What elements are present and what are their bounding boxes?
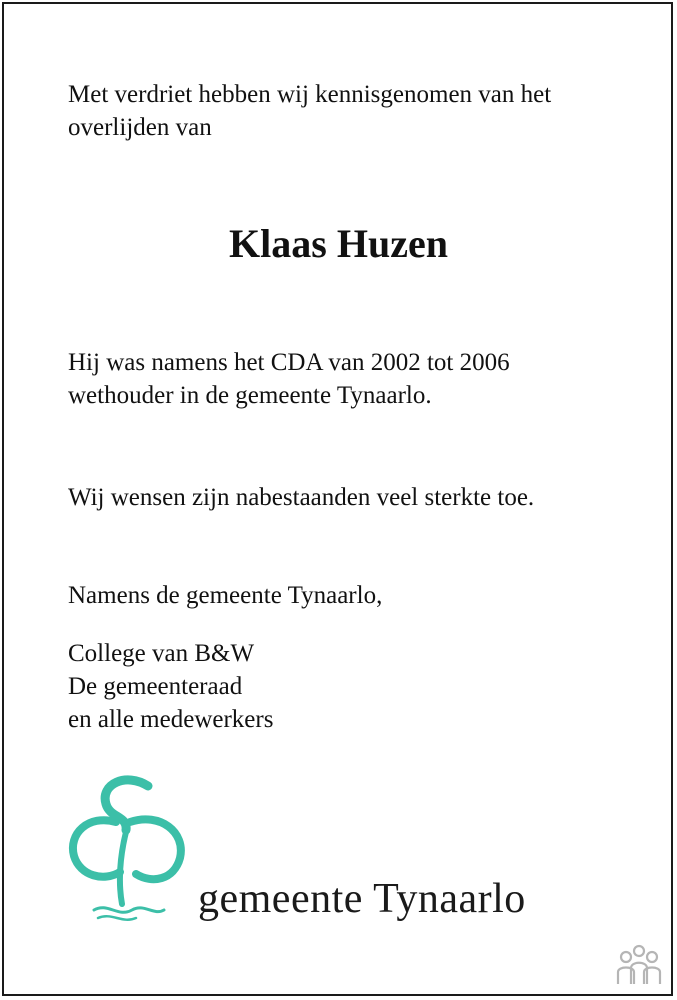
role-line: Hij was namens het CDA van 2002 tot 2006 [68, 349, 510, 376]
people-group-icon [614, 944, 664, 986]
tree-logo-icon [60, 772, 190, 924]
role-line: wethouder in de gemeente Tynaarlo. [68, 382, 432, 409]
condolence-text: Wij wensen zijn nabestaanden veel sterkte toe. [68, 484, 535, 511]
organisation-list [68, 637, 273, 736]
intro-text [68, 78, 551, 144]
org-line: en alle medewerkers [68, 706, 274, 733]
signature-text: Namens de gemeente Tynaarlo, [68, 582, 383, 609]
org-line: College van B&W [68, 640, 255, 667]
deceased-name: Klaas Huzen [229, 221, 448, 266]
intro-line: overlijden van [68, 114, 212, 141]
role-text [68, 346, 510, 412]
logo-wordmark: gemeente Tynaarlo [198, 876, 526, 922]
intro-line: Met verdriet hebben wij kennisgenomen van het [68, 81, 552, 108]
org-line: De gemeenteraad [68, 673, 243, 700]
